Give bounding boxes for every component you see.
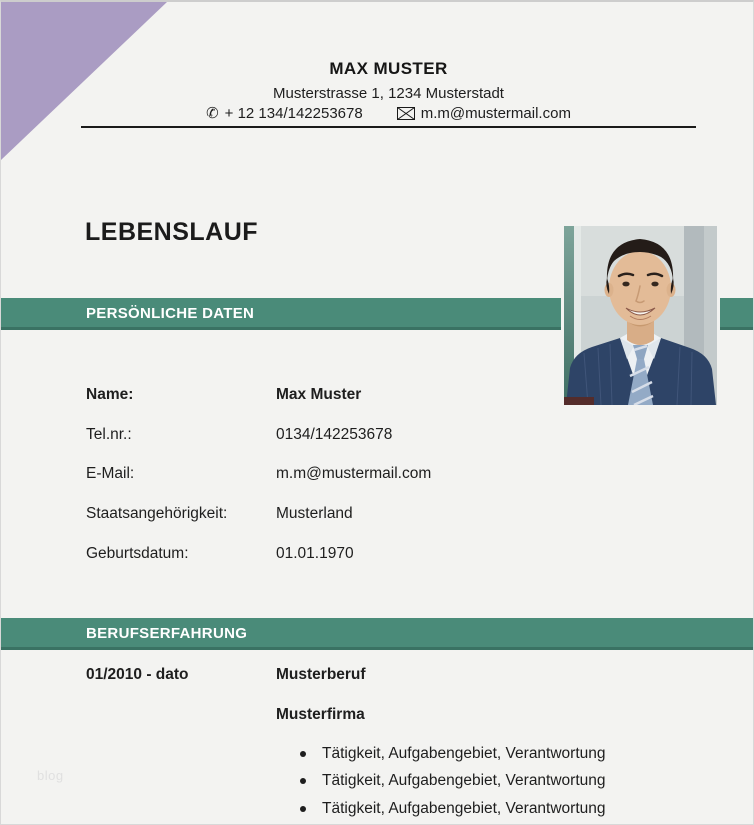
personal-row [86, 505, 606, 545]
bullet-text: Tätigkeit, Aufgabengebiet, Verantwortung [322, 772, 606, 790]
contact-line [81, 105, 696, 122]
personal-row [86, 426, 606, 466]
bullet-dot [300, 751, 306, 757]
row-value: Musterland [276, 505, 353, 523]
watermark-text: blog [37, 768, 64, 783]
bullet-text: Tätigkeit, Aufgabengebiet, Verantwortung [322, 799, 606, 817]
row-value: Max Muster [276, 386, 362, 403]
applicant-address: Musterstrasse 1, 1234 Musterstadt [273, 85, 504, 102]
section-header-experience [1, 618, 754, 650]
row-value: m.m@mustermail.com [276, 465, 432, 483]
row-value: 01.01.1970 [276, 544, 354, 562]
bullet-item [300, 768, 606, 796]
bullet-dot [300, 806, 306, 812]
personal-row [86, 545, 606, 585]
bullet-text: Tätigkeit, Aufgabengebiet, Verantwortung [322, 744, 606, 762]
row-label: Staatsangehörigkeit: [86, 505, 228, 523]
applicant-photo [564, 226, 717, 405]
personal-data-list [86, 386, 606, 584]
row-label: E-Mail: [86, 465, 135, 483]
applicant-name: MAX MUSTER [329, 59, 448, 78]
page-title: LEBENSLAUF [85, 218, 259, 246]
circled-phone-icon: ✆ [206, 104, 219, 122]
bullet-item [300, 795, 606, 823]
section-heading-experience-label: BERUFSERFAHRUNG [86, 625, 248, 642]
section-header-personal [1, 298, 561, 330]
personal-row [86, 465, 606, 505]
row-value: 0134/142253678 [276, 425, 393, 443]
email-address: m.m@mustermail.com [420, 105, 571, 122]
bullet-dot [300, 778, 306, 784]
section-heading-personal-label: PERSÖNLICHE DATEN [86, 305, 255, 322]
header [81, 59, 696, 128]
row-label: Tel.nr.: [86, 425, 132, 443]
personal-row [86, 386, 606, 426]
envelope-icon [397, 107, 415, 120]
email-contact [397, 105, 571, 122]
experience-period: 01/2010 - dato [86, 666, 189, 683]
phone-contact [206, 105, 363, 122]
experience-bullet-list [300, 740, 606, 823]
row-label: Name: [86, 386, 134, 403]
row-label: Geburtsdatum: [86, 544, 189, 562]
experience-company: Musterfirma [276, 706, 365, 723]
section-header-personal-right-tab [720, 298, 754, 330]
experience-role: Musterberuf [276, 666, 366, 683]
bullet-item [300, 740, 606, 768]
phone-number: + 12 134/142253678 [224, 105, 363, 122]
